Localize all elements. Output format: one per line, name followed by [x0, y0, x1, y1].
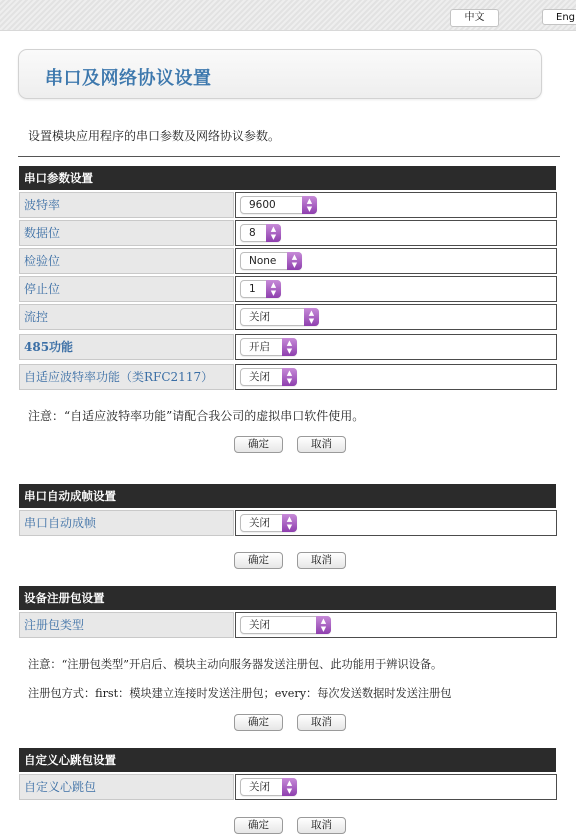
heartbeat-cell [235, 774, 557, 800]
register-mode-note: 注册包方式：first：模块建立连接时发送注册包；every：每次发送数据时发送注册包 [28, 687, 452, 700]
auto-frame-section-header: 串口自动成帧设置 [19, 484, 556, 508]
lang-english-button[interactable]: Eng [542, 9, 576, 25]
rs485-row [19, 334, 557, 360]
flow-control-select[interactable] [240, 308, 319, 326]
baud-rate-row [19, 192, 557, 218]
data-bits-select[interactable] [240, 224, 281, 242]
register-section-header: 设备注册包设置 [19, 586, 556, 610]
auto-frame-row [19, 510, 557, 536]
register-type-value: 关闭 [249, 619, 270, 631]
auto-baud-label: 自适应波特率功能（类RFC2117） [19, 364, 234, 390]
rs485-value: 开启 [249, 341, 270, 353]
auto-frame-select[interactable] [240, 514, 297, 532]
auto-baud-note: 注意：“自适应波特率功能”请配合我公司的虚拟串口软件使用。 [28, 409, 365, 423]
rs485-label: 485功能 [19, 334, 234, 360]
heartbeat-ok-button[interactable]: 确定 [234, 817, 283, 834]
data-bits-value: 8 [249, 227, 256, 239]
flow-control-cell [235, 304, 557, 330]
auto-baud-value: 关闭 [249, 371, 270, 383]
stop-bits-label: 停止位 [19, 276, 234, 302]
chevron-updown-icon: ▲ ▼ [302, 196, 317, 214]
page-title-box [18, 49, 542, 99]
flow-control-label: 流控 [19, 304, 234, 330]
baud-rate-label: 波特率 [19, 192, 234, 218]
baud-rate-cell [235, 192, 557, 218]
chevron-updown-icon: ▲ ▼ [316, 616, 331, 634]
stop-bits-value: 1 [249, 283, 256, 295]
stop-bits-row [19, 276, 557, 302]
auto-frame-cancel-button[interactable]: 取消 [297, 552, 346, 569]
parity-value: None [249, 255, 277, 267]
auto-baud-cell [235, 364, 557, 390]
auto-frame-label: 串口自动成帧 [19, 510, 234, 536]
chevron-updown-icon: ▲ ▼ [266, 224, 281, 242]
rs485-select[interactable] [240, 338, 297, 356]
heartbeat-select[interactable] [240, 778, 297, 796]
page-description: 设置模块应用程序的串口参数及网络协议参数。 [28, 129, 281, 143]
data-bits-label: 数据位 [19, 220, 234, 246]
auto-baud-row [19, 364, 557, 390]
chevron-updown-icon: ▲ ▼ [282, 514, 297, 532]
register-type-label: 注册包类型 [19, 612, 234, 638]
register-type-row [19, 612, 557, 638]
parity-row [19, 248, 557, 274]
register-ok-button[interactable]: 确定 [234, 714, 283, 731]
auto-frame-ok-button[interactable]: 确定 [234, 552, 283, 569]
rs485-cell [235, 334, 557, 360]
auto-baud-select[interactable] [240, 368, 297, 386]
chevron-updown-icon: ▲ ▼ [287, 252, 302, 270]
divider [18, 156, 560, 157]
register-type-select[interactable] [240, 616, 331, 634]
chevron-updown-icon: ▲ ▼ [266, 280, 281, 298]
serial-section-header: 串口参数设置 [19, 166, 556, 190]
top-bar [0, 0, 576, 31]
parity-label: 检验位 [19, 248, 234, 274]
stop-bits-cell [235, 276, 557, 302]
serial-cancel-button[interactable]: 取消 [297, 436, 346, 453]
data-bits-cell [235, 220, 557, 246]
chevron-updown-icon: ▲ ▼ [282, 778, 297, 796]
baud-rate-select[interactable] [240, 196, 317, 214]
register-note: 注意：“注册包类型”开启后、模块主动向服务器发送注册包、此功能用于辨识设备。 [28, 658, 443, 671]
register-type-cell [235, 612, 557, 638]
data-bits-row [19, 220, 557, 246]
flow-control-value: 关闭 [249, 311, 270, 323]
auto-frame-value: 关闭 [249, 517, 270, 529]
heartbeat-value: 关闭 [249, 781, 270, 793]
page-title: 串口及网络协议设置 [45, 68, 212, 89]
stop-bits-select[interactable] [240, 280, 281, 298]
register-cancel-button[interactable]: 取消 [297, 714, 346, 731]
parity-cell [235, 248, 557, 274]
heartbeat-cancel-button[interactable]: 取消 [297, 817, 346, 834]
lang-chinese-button[interactable]: 中文 [450, 9, 499, 27]
auto-frame-cell [235, 510, 557, 536]
chevron-updown-icon: ▲ ▼ [282, 338, 297, 356]
parity-select[interactable] [240, 252, 302, 270]
heartbeat-section-header: 自定义心跳包设置 [19, 748, 556, 772]
chevron-updown-icon: ▲ ▼ [304, 308, 319, 326]
heartbeat-row [19, 774, 557, 800]
heartbeat-label: 自定义心跳包 [19, 774, 234, 800]
chevron-updown-icon: ▲ ▼ [282, 368, 297, 386]
flow-control-row [19, 304, 557, 330]
baud-rate-value: 9600 [249, 199, 276, 211]
serial-ok-button[interactable]: 确定 [234, 436, 283, 453]
